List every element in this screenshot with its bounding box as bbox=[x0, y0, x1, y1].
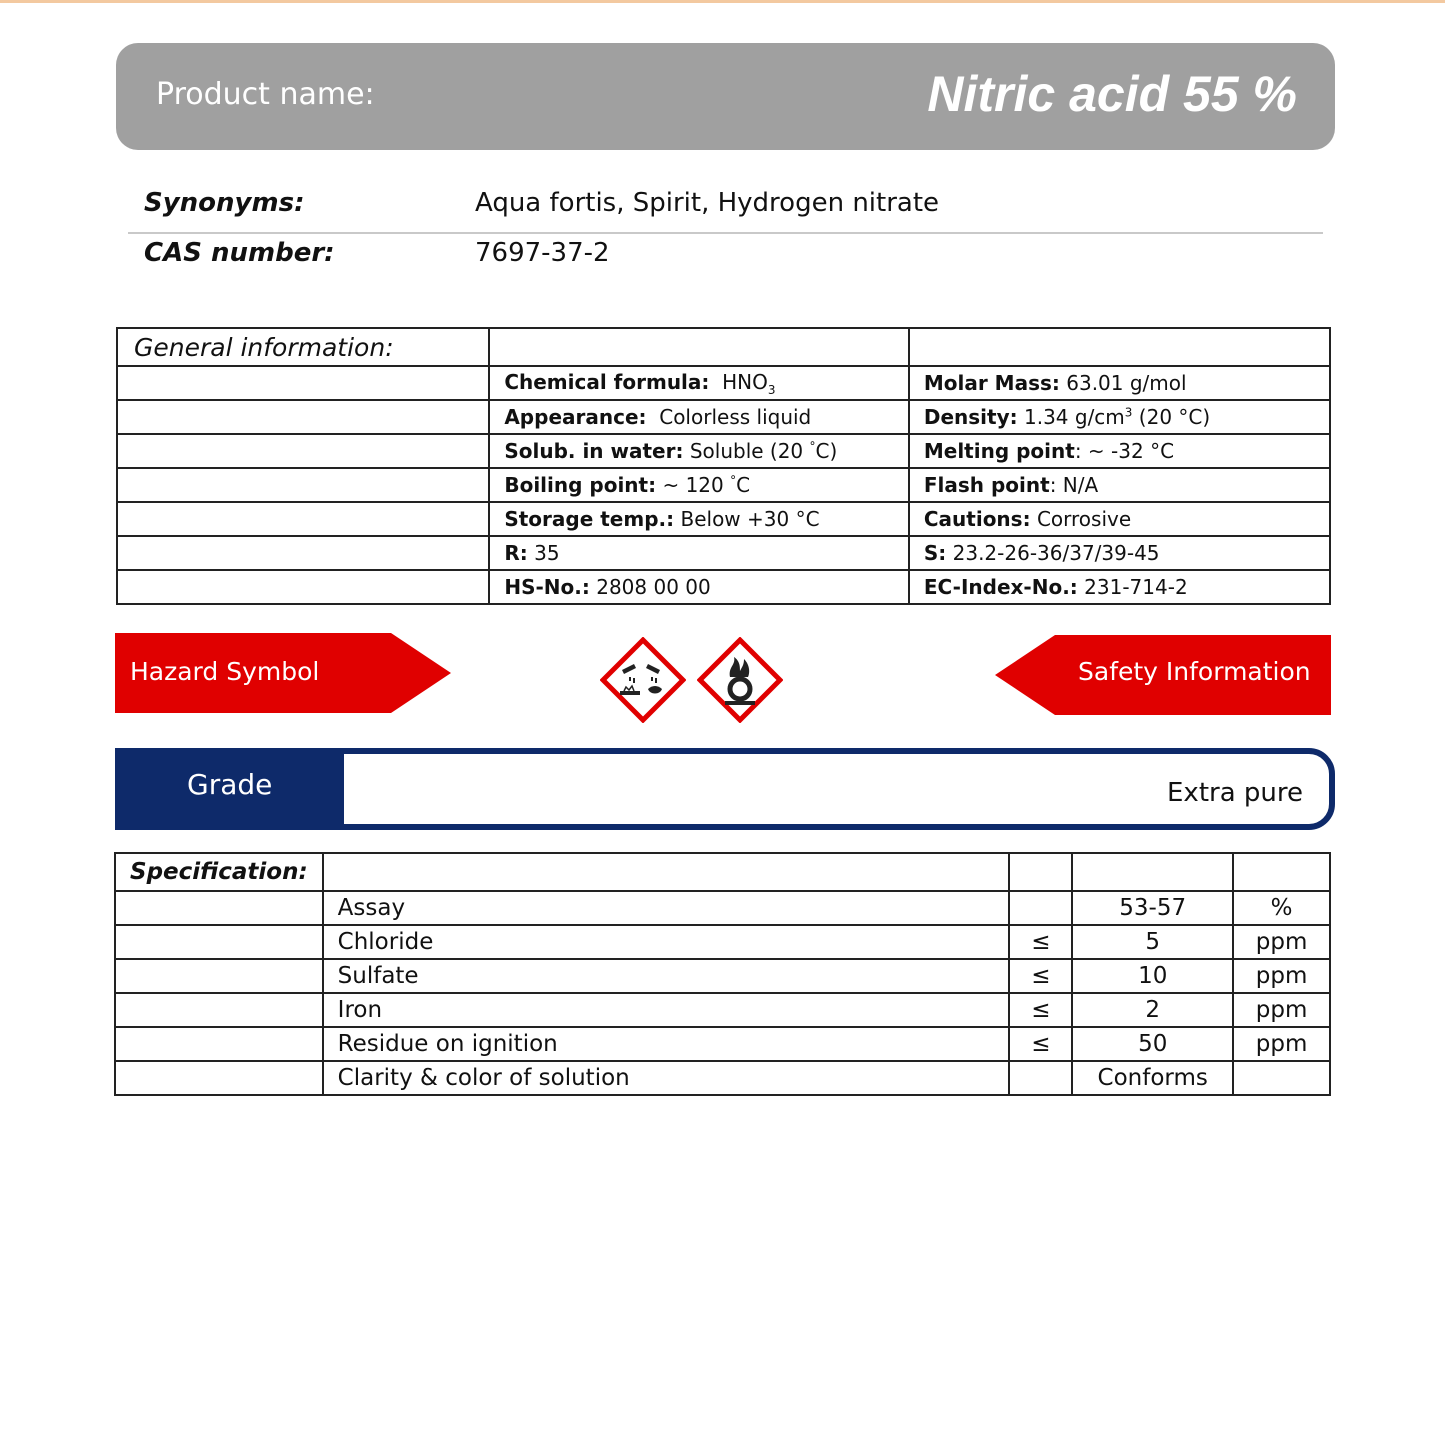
corrosion-icon bbox=[600, 637, 686, 723]
spec-value: Conforms bbox=[1072, 1061, 1233, 1095]
spec-operator: ≤ bbox=[1009, 959, 1072, 993]
table-row bbox=[117, 366, 1330, 400]
spec-operator: ≤ bbox=[1009, 1027, 1072, 1061]
empty-cell bbox=[117, 536, 489, 570]
density-cell: Density: 1.34 $g/cm^3$ (20 °C) bbox=[909, 400, 1330, 434]
table-row bbox=[115, 1061, 1330, 1095]
synonyms-row bbox=[128, 186, 1323, 234]
product-name-value: Nitric acid 55 % bbox=[927, 66, 1297, 122]
hazard-symbol-label: Hazard Symbol bbox=[130, 657, 320, 686]
table-row bbox=[117, 536, 1330, 570]
oxidizer-flame-over-circle-icon bbox=[697, 637, 783, 723]
ec-index-cell: EC-Index-No.: 231-714-2 bbox=[909, 570, 1330, 604]
cas-row bbox=[128, 236, 1323, 284]
spec-operator bbox=[1009, 891, 1072, 925]
spec-name: Clarity & color of solution bbox=[323, 1061, 1010, 1095]
empty-cell bbox=[115, 1061, 323, 1095]
flash-point-cell: Flash point: N/A bbox=[909, 468, 1330, 502]
spec-name: Sulfate bbox=[323, 959, 1010, 993]
general-heading: General information: bbox=[117, 328, 489, 366]
table-row bbox=[117, 400, 1330, 434]
cas-value: 7697-37-2 bbox=[475, 238, 610, 268]
spec-value: 5 bbox=[1072, 925, 1233, 959]
spec-unit bbox=[1233, 1061, 1330, 1095]
specification-heading: Specification: bbox=[115, 853, 323, 891]
empty-cell bbox=[117, 570, 489, 604]
empty-cell bbox=[115, 925, 323, 959]
table-row bbox=[117, 468, 1330, 502]
spec-operator: ≤ bbox=[1009, 993, 1072, 1027]
synonyms-label: Synonyms: bbox=[144, 188, 305, 218]
grade-label-background bbox=[115, 748, 344, 830]
empty-cell bbox=[1009, 853, 1072, 891]
safety-information-tag bbox=[995, 635, 1331, 719]
empty-cell bbox=[117, 366, 489, 400]
spec-name: Assay bbox=[323, 891, 1010, 925]
cautions-cell: Cautions: Corrosive bbox=[909, 502, 1330, 536]
empty-cell bbox=[117, 502, 489, 536]
specification-table bbox=[114, 852, 1331, 1096]
empty-cell bbox=[117, 434, 489, 468]
spec-unit: ppm bbox=[1233, 993, 1330, 1027]
empty-cell bbox=[323, 853, 1010, 891]
melting-point-cell: Melting point: ~ -32 °C bbox=[909, 434, 1330, 468]
hs-number-cell: HS-No.: 2808 00 00 bbox=[489, 570, 909, 604]
spec-unit: ppm bbox=[1233, 925, 1330, 959]
spec-value: 53-57 bbox=[1072, 891, 1233, 925]
table-row bbox=[117, 434, 1330, 468]
table-row bbox=[115, 959, 1330, 993]
hazard-symbol-tag bbox=[115, 633, 451, 717]
appearance-cell: Appearance: Colorless liquid bbox=[489, 400, 909, 434]
solubility-cell: Solub. in water: Soluble (20 °C) bbox=[489, 434, 909, 468]
spec-operator bbox=[1009, 1061, 1072, 1095]
empty-cell bbox=[115, 993, 323, 1027]
empty-cell bbox=[1233, 853, 1330, 891]
general-header-row bbox=[117, 328, 1330, 366]
empty-cell bbox=[909, 328, 1330, 366]
spec-name: Chloride bbox=[323, 925, 1010, 959]
safety-information-label: Safety Information bbox=[1078, 657, 1311, 686]
general-information-table bbox=[116, 327, 1331, 605]
spec-unit: ppm bbox=[1233, 1027, 1330, 1061]
empty-cell bbox=[115, 959, 323, 993]
cas-label: CAS number: bbox=[144, 238, 335, 268]
empty-cell bbox=[117, 468, 489, 502]
table-row bbox=[117, 502, 1330, 536]
table-row bbox=[115, 1027, 1330, 1061]
storage-temp-cell: Storage temp.: Below +30 °C bbox=[489, 502, 909, 536]
table-row bbox=[117, 570, 1330, 604]
r-phrases-cell: R: 35 bbox=[489, 536, 909, 570]
empty-cell bbox=[115, 1027, 323, 1061]
s-phrases-cell: S: 23.2-26-36/37/39-45 bbox=[909, 536, 1330, 570]
spec-value: 2 bbox=[1072, 993, 1233, 1027]
table-row bbox=[115, 925, 1330, 959]
spec-value: 50 bbox=[1072, 1027, 1233, 1061]
specification-header-row bbox=[115, 853, 1330, 891]
empty-cell bbox=[1072, 853, 1233, 891]
empty-cell bbox=[117, 400, 489, 434]
spec-unit: ppm bbox=[1233, 959, 1330, 993]
table-row bbox=[115, 993, 1330, 1027]
molar-mass-cell: Molar Mass: 63.01 g/mol bbox=[909, 366, 1330, 400]
spec-name: Iron bbox=[323, 993, 1010, 1027]
synonyms-value: Aqua fortis, Spirit, Hydrogen nitrate bbox=[475, 188, 940, 218]
spec-unit: % bbox=[1233, 891, 1330, 925]
empty-cell bbox=[115, 891, 323, 925]
spec-operator: ≤ bbox=[1009, 925, 1072, 959]
product-name-label: Product name: bbox=[156, 77, 375, 112]
spec-name: Residue on ignition bbox=[323, 1027, 1010, 1061]
grade-label: Grade bbox=[187, 768, 273, 801]
grade-box bbox=[115, 748, 1335, 830]
boiling-point-cell: Boiling point: ~ 120 °C bbox=[489, 468, 909, 502]
table-row bbox=[115, 891, 1330, 925]
top-rule bbox=[0, 0, 1445, 3]
spec-value: 10 bbox=[1072, 959, 1233, 993]
product-banner bbox=[116, 43, 1335, 150]
chemical-formula-cell: Chemical formula: $HNO_3$ bbox=[489, 366, 909, 400]
grade-value: Extra pure bbox=[1167, 778, 1303, 808]
empty-cell bbox=[489, 328, 909, 366]
